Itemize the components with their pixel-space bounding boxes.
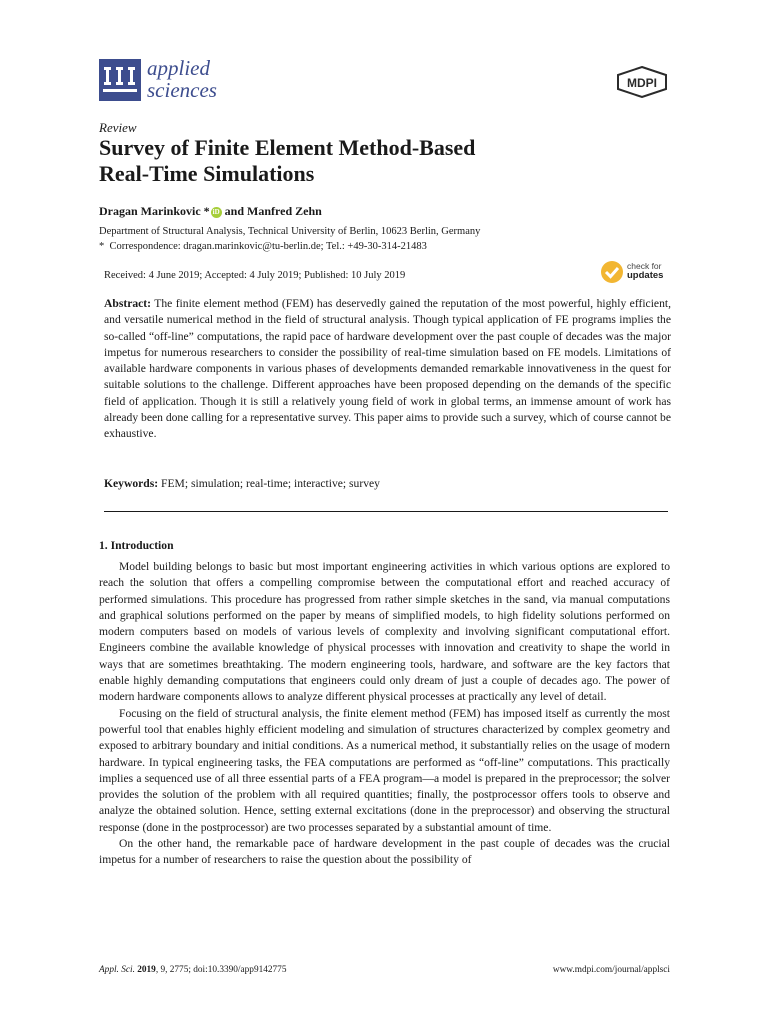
check-updates-text [627,261,663,281]
journal-name-line1: applied [147,56,210,80]
footer-citation [99,965,286,975]
page-title [99,135,659,187]
article-type: Review [99,120,137,135]
abstract-text: The finite element method (FEM) has deservedly gained the reputation of the most powerful, highly efficient, and versatile numerical method in the field of structural analysis. Though typical application of FE programs implies the so-called “off-line” computations, the rapid pace of hardware development over the past couple of decades was the major impetus for numerous researchers to consider the possibility of real-time simulation based on FE models. Limitations of available hardware components in various phases of developments demanded remarkable innovativeness in the quest for suitable solutions to the challenge. Different approaches have been proposed depending on the demands of the specific field of application. Though it is still a relatively young field of work in global terms, an immense amount of work has already been done calling for a representative survey. This paper aims to provide such a survey, which of course cannot be exhaustive. [104,297,671,441]
abstract-label: Abstract: [104,297,152,310]
correspondence [99,239,639,254]
title-line1: Survey of Finite Element Method-Based [99,135,476,160]
keywords-label: Keywords: [104,477,159,490]
journal-name [147,57,217,101]
affiliation-block [99,224,639,254]
publication-dates: Received: 4 June 2019; Accepted: 4 July 2019; Published: 10 July 2019 [104,270,406,281]
check-updates-line1: check for [627,261,662,271]
correspondence-mark: * [99,241,105,252]
correspondence-text: Correspondence: dragan.marinkovic@tu-berlin.de; Tel.: +49-30-314-21483 [109,241,427,252]
keywords [104,477,671,490]
journal-name-line2: sciences [147,78,217,102]
keywords-text: FEM; simulation; real-time; interactive; survey [158,477,380,490]
footer-citation-rest: , 9, 2775; doi:10.3390/app9142775 [155,965,287,975]
publisher-name: MDPI [627,76,657,90]
footer-url[interactable]: www.mdpi.com/journal/applsci [552,965,670,975]
authors [99,204,322,219]
paragraph: Model building belongs to basic but most important engineering activities in which various options are explored to reach the solution that offers a compelling compromise between the computational effort and reached accuracy of performed simulations. This procedure has progressed from rather simple sketches in the sand, via manual computations and graphical solutions performed on the paper by means of simplified models, to high fidelity solutions performed on modern computers based on models of various levels of complexity and involving significant computational effort. Engineers combine the available knowledge of physical processes with innovation and creativity to shape the world in ways that are sometimes breathtaking. The modern engineering tools, hardware, and software are the key factors that enable highly demanding computations that engineers could only dream of just a couple of decades ago. The power of modern hardware components allows to analyze different physical processes at practically any level of detail. [99,560,670,704]
divider [104,511,668,512]
title-line2: Real-Time Simulations [99,161,315,186]
paragraph: On the other hand, the remarkable pace of hardware development in the past couple of decades was the crucial impetus for a number of researchers to raise the question about the possibility of [99,837,670,867]
publisher-logo [615,66,669,98]
affiliation: Department of Structural Analysis, Technical University of Berlin, 10623 Berlin, Germany [99,226,481,237]
footer-year: 2019 [137,965,156,975]
author-1: Dragan Marinkovic * [99,204,210,218]
orcid-icon[interactable]: iD [212,208,220,216]
check-updates-icon [600,260,624,284]
journal-logo [99,56,239,103]
check-for-updates-badge[interactable] [600,259,670,285]
check-updates-line2: updates [627,270,664,281]
abstract [104,296,671,443]
paragraph: Focusing on the field of structural analysis, the finite element method (FEM) has imposed itself as currently the most powerful tool that enables highly efficient modeling and simulation of structures characterized by complex geometry and exposed to arbitrary boundary and initial conditions. As a numerical method, it substantially relies on the usage of modern hardware. In typical engineering tasks, the FEA computations are performed as “off-line” computations. This practically implies a sequenced use of all three essential parts of a FEA program—a model is prepared in the preprocessor; the solver provides the solution of the problem with all required quantities; finally, the postprocessor offers tools to observe and analyze the obtained solution. Hence, setting external excitations (done in the preprocessor) and observing the structural response (done in the postprocessor) are two processes separated by a substantial amount of time. [99,706,670,834]
footer-journal-abbrev: Appl. Sci. [99,965,135,975]
section-heading: 1. Introduction [99,539,174,552]
section-body [99,559,670,869]
journal-emblem-icon [99,59,141,101]
author-2: and Manfred Zehn [221,204,322,218]
